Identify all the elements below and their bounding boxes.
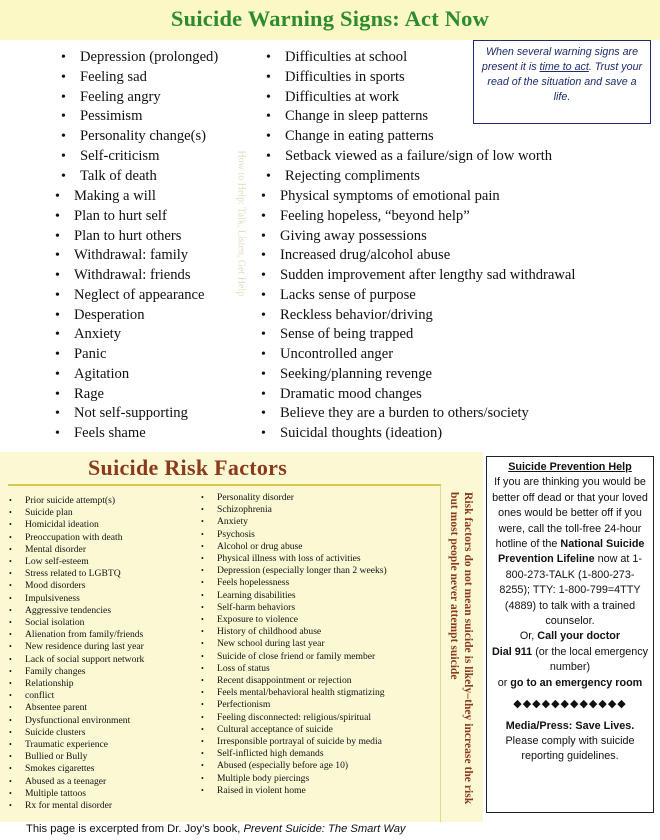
list-item: • Abused (especially before age 10): [195, 760, 387, 772]
list-item: • New residence during last year: [3, 641, 144, 653]
media-title: Media/Press: Save Lives.: [505, 719, 635, 732]
list-item: • Rx for mental disorder: [3, 800, 144, 812]
list-item: • Sudden improvement after lengthy sad withdrawal: [258, 266, 575, 286]
list-item: • Difficulties in sports: [263, 68, 552, 88]
list-item: • Depression (prolonged): [58, 48, 218, 68]
list-item: • Traumatic experience: [3, 739, 144, 751]
callout-text-pre: When several warning signs are present it is: [481, 46, 639, 73]
list-item: • Feeling angry: [58, 88, 218, 108]
list-item: • Self-criticism: [58, 147, 218, 167]
list-item: • Personality change(s): [58, 127, 218, 147]
list-item: • Stress related to LGBTQ: [3, 568, 144, 580]
list-item: • Abused as a teenager: [3, 776, 144, 788]
list-item: • New school during last year: [195, 638, 387, 650]
go-er: go to an emergency room: [510, 676, 643, 689]
list-item: • Desperation: [52, 306, 204, 326]
prevention-help-box: [486, 456, 654, 813]
list-item: • Anxiety: [195, 516, 387, 528]
list-item: • Talk of death: [58, 167, 218, 187]
list-item: • Alcohol or drug abuse: [195, 541, 387, 553]
list-item: • Sense of being trapped: [258, 325, 575, 345]
list-item: • Suicide plan: [3, 507, 144, 519]
risk-factors-rule: [8, 484, 441, 486]
list-item: • Relationship: [3, 678, 144, 690]
list-item: • Feeling disconnected: religious/spiritual: [195, 712, 387, 724]
list-item: • Cultural acceptance of suicide: [195, 724, 387, 736]
list-item: • Aggressive tendencies: [3, 605, 144, 617]
list-item: • Exposure to violence: [195, 614, 387, 626]
list-item: • Agitation: [52, 365, 204, 385]
risk-factors-note-text: Risk factors do not mean suicide is likely–they increase the risk but most people never attempt suicide: [448, 492, 475, 805]
list-item: • Lacks sense of purpose: [258, 286, 575, 306]
list-item: • Physical illness with loss of activities: [195, 553, 387, 565]
callout-text-underlined: time to act: [539, 61, 589, 73]
list-item: • Preoccupation with death: [3, 532, 144, 544]
footer-book-title: Prevent Suicide: The Smart Way: [243, 823, 406, 835]
dial-911: Dial 911: [491, 645, 533, 658]
footer-note: [26, 823, 406, 835]
help-box-p1-end: now at 1-800-273-TALK (1-800-273-8255); TTY: 1-800-799=4TTY (4889) to talk with a trained counselor.: [499, 553, 642, 628]
help-box-p1: If you are thinking you would be better off dead or that your loved ones would be better off if you were, call the toll-free 24-hour hotline of the: [492, 476, 648, 551]
risk-factors-col2: [195, 492, 387, 797]
list-item: • Dramatic mood changes: [258, 385, 575, 405]
list-item: • Reckless behavior/driving: [258, 306, 575, 326]
call-doctor: Call your doctor: [537, 630, 621, 643]
callout-text-post: . Trust your read of the situation and save a life.: [487, 61, 643, 103]
list-item: • Depression (especially longer than 2 weeks): [195, 565, 387, 577]
list-item: • Dysfunctional environment: [3, 715, 144, 727]
or-prefix: Or,: [519, 630, 538, 643]
list-item: • Feels mental/behavioral health stigmatizing: [195, 687, 387, 699]
list-item: • Setback viewed as a failure/sign of low worth: [263, 147, 552, 167]
list-item: • History of childhood abuse: [195, 626, 387, 638]
list-item: • Change in eating patterns: [263, 127, 552, 147]
risk-factors-title: Suicide Risk Factors: [88, 455, 288, 480]
list-item: • Not self-supporting: [52, 404, 204, 424]
list-item: • Family changes: [3, 666, 144, 678]
list-item: • Recent disappointment or rejection: [195, 675, 387, 687]
list-item: • Rage: [52, 385, 204, 405]
list-item: • Loss of status: [195, 663, 387, 675]
list-item: • Giving away possessions: [258, 227, 575, 247]
warning-signs-col3: [52, 187, 204, 444]
warning-signs-col1: [58, 48, 218, 186]
list-item: • Impulsiveness: [3, 593, 144, 605]
list-item: • Schizophrenia: [195, 504, 387, 516]
footer-prefix: This page is excerpted from Dr. Joy’s book,: [26, 823, 244, 835]
list-item: • Withdrawal: friends: [52, 266, 204, 286]
list-item: • Homicidal ideation: [3, 519, 144, 531]
list-item: • conflict: [3, 690, 144, 702]
list-item: • Rejecting compliments: [263, 167, 552, 187]
list-item: • Feels shame: [52, 424, 204, 444]
list-item: • Raised in violent home: [195, 785, 387, 797]
list-item: • Change in sleep patterns: [263, 107, 552, 127]
media-text: Please comply with suicide reporting guidelines.: [505, 734, 635, 763]
risk-factors-col1: [3, 495, 144, 812]
list-item: • Low self-esteem: [3, 556, 144, 568]
list-item: • Multiple body piercings: [195, 773, 387, 785]
list-item: • Feeling hopeless, “beyond help”: [258, 207, 575, 227]
list-item: • Lack of social support network: [3, 654, 144, 666]
list-item: • Making a will: [52, 187, 204, 207]
dial-end: (or the local emergency number): [532, 645, 649, 674]
risk-factors-note: [440, 486, 481, 822]
list-item: • Smokes cigarettes: [3, 763, 144, 775]
list-item: • Personality disorder: [195, 492, 387, 504]
list-item: • Multiple tattoos: [3, 788, 144, 800]
list-item: • Bullied or Bully: [3, 751, 144, 763]
list-item: • Believe they are a burden to others/society: [258, 404, 575, 424]
list-item: • Feels hopelessness: [195, 577, 387, 589]
list-item: • Panic: [52, 345, 204, 365]
list-item: • Irresponsible portrayal of suicide by media: [195, 736, 387, 748]
list-item: • Alienation from family/friends: [3, 629, 144, 641]
list-item: • Plan to hurt others: [52, 227, 204, 247]
list-item: • Social isolation: [3, 617, 144, 629]
list-item: • Increased drug/alcohol abuse: [258, 246, 575, 266]
list-item: • Suicide clusters: [3, 727, 144, 739]
warning-signs-col4: [258, 187, 575, 444]
diamond-divider: ◆◆◆◆◆◆◆◆◆◆◆◆: [513, 698, 627, 711]
list-item: • Absentee parent: [3, 702, 144, 714]
list-item: • Self-inflicted high demands: [195, 748, 387, 760]
list-item: • Feeling sad: [58, 68, 218, 88]
page-title: Suicide Warning Signs: Act Now: [170, 6, 490, 31]
list-item: • Pessimism: [58, 107, 218, 127]
list-item: • Physical symptoms of emotional pain: [258, 187, 575, 207]
list-item: • Plan to hurt self: [52, 207, 204, 227]
or2-prefix: or: [497, 676, 511, 689]
list-item: • Neglect of appearance: [52, 286, 204, 306]
list-item: • Mood disorders: [3, 580, 144, 592]
list-item: • Withdrawal: family: [52, 246, 204, 266]
list-item: • Uncontrolled anger: [258, 345, 575, 365]
list-item: • Anxiety: [52, 325, 204, 345]
list-item: • Mental disorder: [3, 544, 144, 556]
list-item: • Learning disabilities: [195, 590, 387, 602]
list-item: • Self-harm behaviors: [195, 602, 387, 614]
list-item: • Suicidal thoughts (ideation): [258, 424, 575, 444]
list-item: • Seeking/planning revenge: [258, 365, 575, 385]
act-now-callout: [473, 40, 651, 124]
lifeline-name: National Suicide Prevention Lifeline: [497, 538, 645, 566]
list-item: • Perfectionism: [195, 699, 387, 711]
list-item: • Psychosis: [195, 529, 387, 541]
list-item: • Suicide of close friend or family member: [195, 651, 387, 663]
faint-vertical-label: How to Help: Talk, Listen, Get Help: [235, 150, 247, 297]
help-box-title: Suicide Prevention Help: [508, 461, 632, 473]
list-item: • Prior suicide attempt(s): [3, 495, 144, 507]
list-item: • Difficulties at school: [263, 48, 552, 68]
faint-vertical-text: [231, 150, 251, 380]
list-item: • Difficulties at work: [263, 88, 552, 108]
